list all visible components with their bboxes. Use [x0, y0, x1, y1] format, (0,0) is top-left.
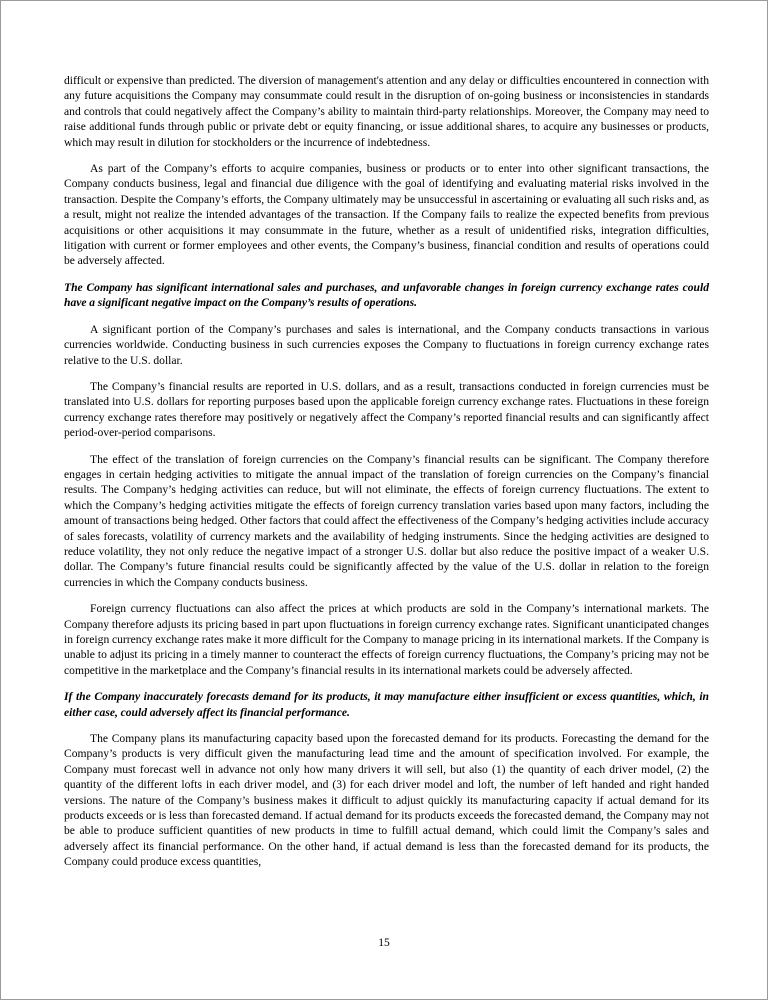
paragraph-pricing: Foreign currency fluctuations can also affect the prices at which products are sold in the Company’s international markets. The Company therefore adjusts its pricing based in part upon fluctuations in foreign currency exchange rates. Significant unanticipated changes in foreign currency exchange rates make it more difficult for the Company to manage pricing in its international markets. If the Company is unable to adjust its pricing in a timely manner to counteract the effects of foreign currency fluctuations, the Company’s pricing may not be competitive in the marketplace and the Company’s financial results in its international markets could be adversely affected.: [64, 602, 709, 677]
paragraph-usd-reporting: The Company’s financial results are reported in U.S. dollars, and as a result, transactions conducted in foreign currencies must be translated into U.S. dollars for reporting purposes based upon the applicable foreign currency exchange rates. Fluctuations in these foreign currency exchange rates therefore may positively or negatively affect the Company’s reported financial results and can significantly affect period-over-period comparisons.: [64, 379, 709, 440]
section-heading-demand-forecast: If the Company inaccurately forecasts demand for its products, it may manufacture either insufficient or excess quantities, which, in either case, could adversely affect its financial performance.: [64, 690, 709, 719]
section-heading-foreign-currency: The Company has significant international sales and purchases, and unfavorable changes in foreign currency exchange rates could have a significant negative impact on the Company’s results of operations.: [64, 280, 709, 310]
page-number: 15: [378, 936, 390, 949]
page-content: [64, 73, 709, 881]
paragraph-due-diligence: As part of the Company’s efforts to acquire companies, business or products or to enter into other significant transactions, the Company conducts business, legal and financial due diligence with the goal of identifying and evaluating material risks involved in the transaction. Despite the Company’s efforts, the Company ultimately may be unsuccessful in ascertaining or evaluating all such risks and, as a result, might not realize the intended advantages of the transaction. If the Company fails to realize the expected benefits from previous acquisitions or other acquisitions it may consummate in the future, whether as a result of unidentified risks, integration difficulties, litigation with current or former employees and other events, the Company’s business, financial condition and results of operations could be adversely affected.: [64, 162, 709, 268]
paragraph-continuation: difficult or expensive than predicted. The diversion of management's attention and any delay or difficulties encountered in connection with any future acquisitions the Company may consummate could result in the disruption of on-going business or inconsistencies in standards and controls that could negatively affect the Company’s ability to maintain third-party relationships. Moreover, the Company may need to raise additional funds through public or private debt or equity financing, or issue additional shares, to acquire any businesses or products, which may result in dilution for stockholders or the incurrence of indebtedness.: [64, 74, 709, 149]
paragraph-hedging: The effect of the translation of foreign currencies on the Company’s financial results can be significant. The Company therefore engages in certain hedging activities to mitigate the annual impact of the translation of foreign currencies on the Company’s financial results. The Company’s hedging activities can reduce, but will not eliminate, the effects of foreign currency fluctuations. The extent to which the Company’s hedging activities mitigate the effects of foreign currency translation varies based upon many factors, including the amount of transactions being hedged. Other factors that could affect the effectiveness of the Company’s hedging activities include accuracy of sales forecasts, volatility of currency markets and the availability of hedging instruments. Since the hedging activities are designed to reduce volatility, they not only reduce the negative impact of a stronger U.S. dollar but also reduce the positive impact of a weaker U.S. dollar. The Company’s future financial results could be significantly affected by the value of the U.S. dollar in relation to the foreign currencies in which the Company conducts business.: [64, 452, 709, 589]
paragraph-international-purchases: A significant portion of the Company’s purchases and sales is international, and the Company conducts transactions in various currencies worldwide. Conducting business in such currencies exposes the Company to fluctuations in foreign currency exchange rates relative to the U.S. dollar.: [64, 322, 709, 367]
paragraph-manufacturing-capacity: The Company plans its manufacturing capacity based upon the forecasted demand for its products. Forecasting the demand for the Company’s products is very difficult given the manufacturing lead time and the amount of specification involved. For example, the Company must forecast well in advance not only how many drivers it will sell, but also (1) the quantity of each driver model, (2) the quantity of the different lofts in each driver model, and (3) for each driver model and loft, the number of left handed and right handed versions. The nature of the Company’s business makes it difficult to adjust quickly its manufacturing capacity if actual demand for its products exceeds or is less than forecasted demand. If actual demand for its products exceeds the forecasted demand, the Company may not be able to produce sufficient quantities of new products in time to fulfill actual demand, which could limit the Company’s sales and adversely affect its financial performance. On the other hand, if actual demand is less than the forecasted demand for its products, the Company could produce excess quantities,: [64, 732, 709, 869]
